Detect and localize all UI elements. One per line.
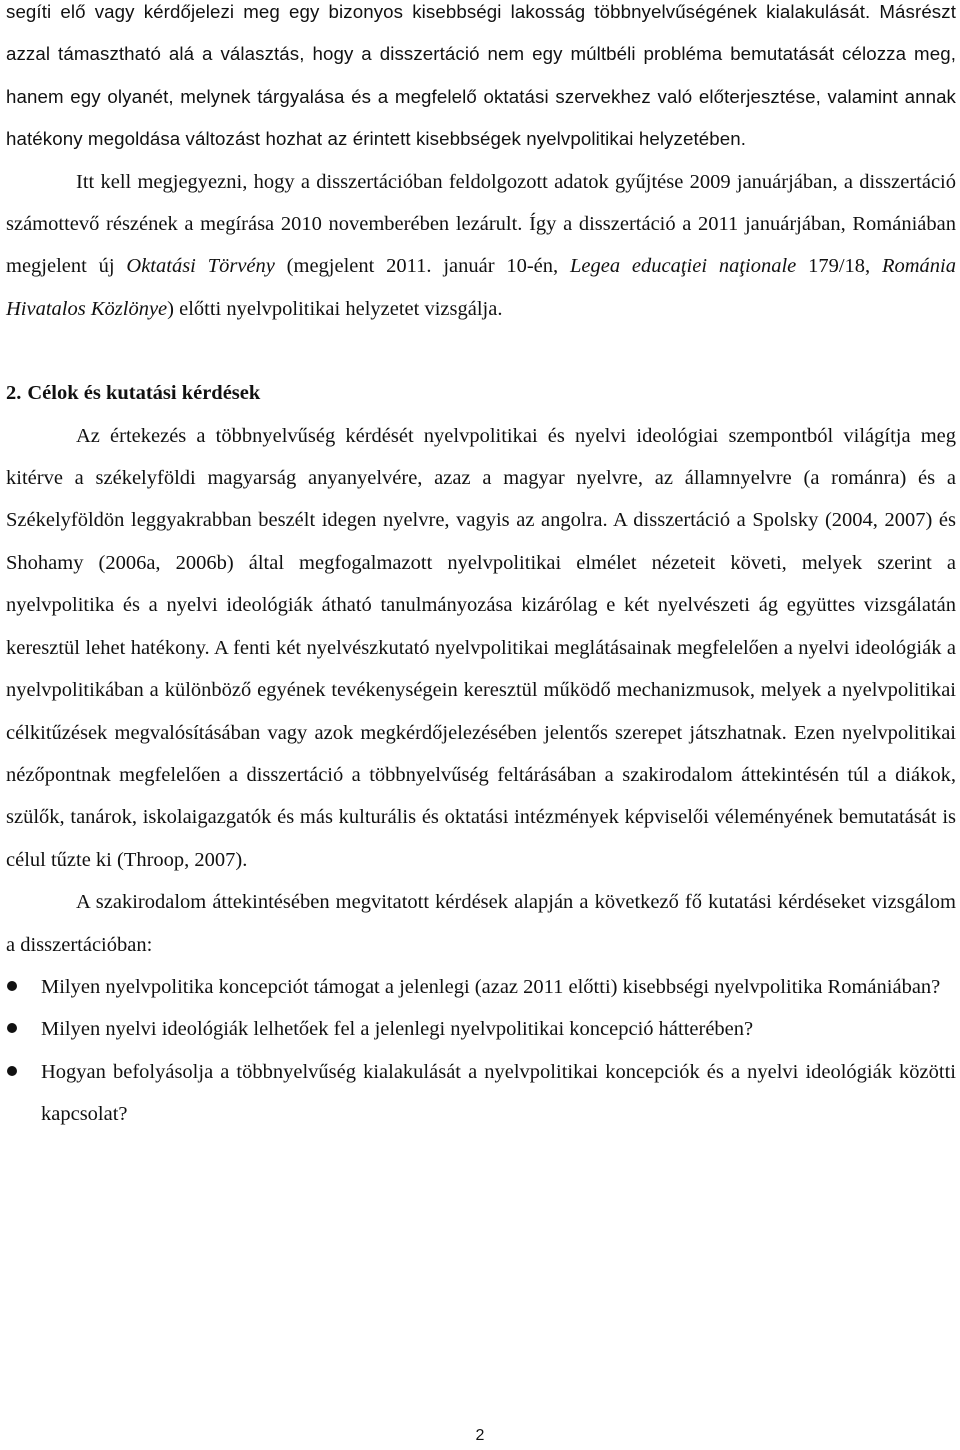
paragraph-research-questions-intro: A szakirodalom áttekintésében megvitatott kérdések alapján a következő fő kutatási kérdéseket vizsgálom a disszertációban: [6, 891, 956, 956]
research-questions-list [6, 966, 956, 1136]
bullet-icon [7, 1066, 17, 1076]
section-spacer [6, 330, 956, 372]
bullet-icon [7, 1023, 17, 1033]
section-title: Célok és kutatási kérdések [27, 382, 261, 405]
bullet-icon [7, 981, 17, 991]
paragraph-aims: Az értekezés a többnyelvűség kérdését nyelvpolitikai és nyelvi ideológiai szempontból világítja meg kitérve a székelyföldi magyarság anyanyelvére, azaz a magyar nyelvre, az államnyelvre (a románra) és a Székelyföldön leggyakrabban beszélt idegen nyelvre, vagyis az angolra. A disszertáció a Spolsky (2004, 2007) és Shohamy (2006a, 2006b) által megfogalmazott nyelvpolitikai elmélet nézeteit követi, melyek szerint a nyelvpolitika és a nyelvi ideológiák átható tanulmányozása kizárólag e két nyelvészeti ág együttes vizsgálatán keresztül lehet hatékony. A fenti két nyelvészkutató nyelvpolitikai meglátásainak megfelelően a nyelvi ideológiák a nyelvpolitikában a különböző egyének tevékenységein keresztül működő mechanizmusok, melyek a nyelvpolitikai célkitűzések megvalósításában vagy azok megkérdőjelezésében jelentős szerepet játszhatnak. Ezen nyelvpolitikai nézőpontnak megfelelően a disszertáció a többnyelvűség feltárásában a szakirodalom áttekintésén túl a diákok, szülők, tanárok, iskolaigazgatók és más kulturális és oktatási intézmények képviselői véleményének bemutatását is célul tűzte ki (Throop, 2007). [6, 424, 956, 871]
list-item-text: Milyen nyelvpolitika koncepciót támogat a jelenlegi (azaz 2011 előtti) kisebbségi nyelvpolitika Romániában? [41, 975, 941, 998]
document-page [6, 0, 956, 1136]
paragraph-data-collection-note [6, 161, 956, 331]
paragraph-text: 179/18, [796, 255, 882, 278]
list-item [6, 966, 956, 1008]
gazette-title: Románia Hivatalos Közlönye [6, 255, 957, 320]
paragraph-continuation: segíti elő vagy kérdőjelezi meg egy bizonyos kisebbségi lakosság többnyelvűségének kialakulását. Másrészt azzal támasztható alá a választás, hogy a disszertáció nem egy múltbéli probléma bemutatását célozza meg, hanem egy olyanét, melynek tárgyalása és a megfelelő oktatási szervekhez való előterjesztése, valamint annak hatékony megoldása változást hozhat az érintett kisebbségek nyelvpolitikai helyzetében. [6, 1, 956, 150]
paragraph-text: ) előtti nyelvpolitikai helyzetet vizsgálja. [167, 297, 503, 320]
list-item-text: Hogyan befolyásolja a többnyelvűség kialakulását a nyelvpolitikai koncepciók és a nyelvi ideológiák közötti kapcsolat? [41, 1060, 956, 1126]
law-title: Oktatási Törvény [126, 255, 275, 278]
paragraph-text: Itt kell megjegyezni, hogy a disszertációban feldolgozott adatok gyűjtése 2009 januárjában, a disszertáció számottevő részének a megírása 2010 novemberében lezárult. Így a disszertáció a 2011 januárjában, Romániában megjelent új [6, 170, 956, 278]
paragraph-text: (megjelent 2011. január 10-én, [274, 255, 570, 278]
section-heading [6, 372, 956, 414]
list-item [6, 1008, 956, 1050]
list-item-text: Milyen nyelvi ideológiák lelhetőek fel a jelenlegi nyelvpolitikai koncepció hátterében? [41, 1018, 754, 1041]
page-number: 2 [475, 1427, 485, 1444]
section-number: 2. [6, 382, 22, 405]
list-item [6, 1051, 956, 1136]
law-title-romanian: Legea educaţiei naţionale [569, 255, 797, 278]
